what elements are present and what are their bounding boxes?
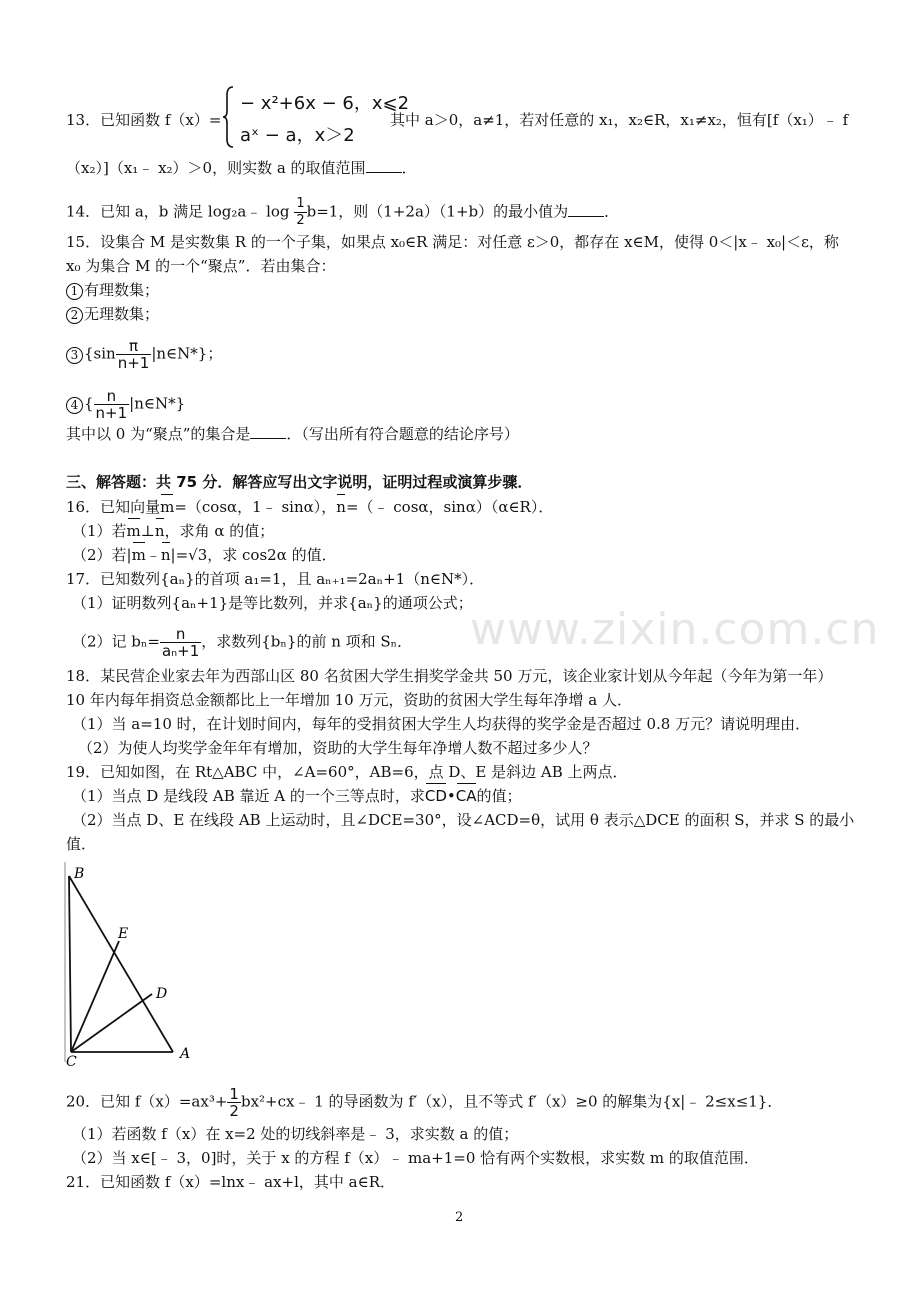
q17-line1: 17．已知数列{aₙ}的首项 a₁=1，且 aₙ₊₁=2aₙ+1（n∈N*）． [66, 570, 485, 588]
q13-line2-end: ． [401, 159, 417, 177]
vector-n: n [336, 498, 346, 516]
q13-line1 [66, 110, 221, 130]
q13-piecewise [222, 85, 410, 149]
q15-final-a: 其中以 0 为“聚点”的集合是 [66, 425, 251, 443]
vector-n: n [160, 546, 171, 564]
vector-m: m [160, 498, 175, 516]
q21-line1: 21．已知函数 f（x）=lnx﹣ ax+l，其中 a∈R． [66, 1173, 395, 1191]
frac-num: 1 [229, 1085, 239, 1103]
q16-p1-c: ，求角 α 的值； [164, 522, 275, 540]
q20-line1 [66, 1086, 782, 1119]
q19-p1-a: （1）当点 D 是线段 AB 靠近 A 的一个三等点时，求 [72, 787, 425, 805]
q13-piece1: − x²+6x − 6，x⩽2 [240, 93, 410, 114]
q19-part2: （2）当点 D、E 在线段 AB 上运动时，且∠DCE=30°，设∠ACD=θ，试用 θ 表示△DCE 的面积 S，并求 S 的最小 [72, 811, 855, 829]
q15-option3-fraction [116, 338, 152, 371]
q16-p2-a: （2）若| [72, 546, 132, 564]
side-ab [69, 876, 173, 1052]
q16-p1-a: （1）若 [72, 522, 127, 540]
circled-number: 3 [66, 347, 83, 364]
q15-option2 [66, 304, 159, 324]
q14-frac-den: 2 [296, 213, 305, 228]
q20-text-a: 20．已知 f（x）=ax³+ [66, 1092, 228, 1111]
label-c: C [66, 1054, 77, 1067]
frac-den: 2 [229, 1102, 239, 1120]
q20-part2: （2）当 x∈[﹣ 3，0]时，关于 x 的方程 f（x）﹣ ma+1=0 恰有两个实数根，求实数 m 的取值范围． [72, 1149, 759, 1167]
circled-number: 2 [66, 307, 83, 324]
q15-option3 [66, 338, 222, 371]
vector-n: n [154, 522, 165, 540]
q16-part1 [72, 521, 274, 541]
q15-option1 [66, 280, 159, 300]
frac-num: n [160, 626, 201, 643]
q15-option4-pre: { [84, 394, 94, 413]
q13-line2-text: （x₂）]（x₁﹣ x₂）＞0，则实数 a 的取值范围 [66, 159, 366, 177]
q16-p2-c: |=√3，求 cos2α 的值． [170, 546, 337, 564]
vector-cd: CD [424, 787, 447, 805]
watermark: www.zixin.com.cn [470, 604, 880, 655]
q19-part2-end: 值． [66, 835, 97, 853]
q15-option3-post: |n∈N*}； [151, 344, 223, 363]
circled-number: 1 [66, 283, 83, 300]
q13-line2 [66, 158, 417, 178]
q15-final-b: ．（写出所有符合题意的结论序号） [286, 425, 519, 443]
left-brace-icon [222, 85, 236, 149]
q16-text-b: =（cosα，1﹣ sinα）， [174, 498, 337, 516]
q16-p2-b: ﹣ [145, 546, 161, 564]
vector-ca: CA [455, 787, 477, 805]
frac-den: aₙ+1 [161, 642, 200, 660]
answer-blank [568, 202, 604, 217]
q14-end: ． [604, 202, 620, 221]
dot-operator: • [446, 787, 456, 805]
q20-part1: （1）若函数 f（x）在 x=2 处的切线斜率是﹣ 3，求实数 a 的值； [72, 1125, 519, 1143]
frac-den: n+1 [95, 404, 128, 422]
answer-blank [366, 158, 402, 173]
q18-part2: （2）为使人均奖学金年年有增加，资助的大学生每年净增人数不超过多少人？ [78, 739, 598, 757]
q17-part1: （1）证明数列{aₙ+1}是等比数列，并求{aₙ}的通项公式； [72, 594, 473, 612]
frac-num: n [94, 388, 130, 405]
q14-fraction [294, 196, 306, 229]
q20-fraction [227, 1086, 241, 1119]
q19-part1 [72, 786, 522, 806]
q13-pre: 13．已知函数 f（x）= [66, 111, 222, 129]
vector-m: m [126, 522, 141, 540]
q15-option3-pre: {sin [84, 344, 116, 363]
q13-piece2: aˣ − a，x＞2 [240, 125, 355, 146]
q16-line1 [66, 497, 553, 517]
q15-option4 [66, 388, 185, 421]
side-bc [69, 876, 71, 1052]
vector-m: m [131, 546, 146, 564]
frac-den: n+1 [117, 354, 150, 372]
q20-text-b: bx²+cx﹣ 1 的导函数为 f′（x），且不等式 f′（x）≥0 的解集为{x|﹣ 2≤x≤1}． [240, 1092, 783, 1111]
q16-text-c: =（﹣ cosα，sinα）（α∈R）． [345, 498, 554, 516]
q14-frac-num: 1 [296, 196, 305, 211]
q17-p2-a: （2）记 bₙ= [72, 632, 160, 651]
q18-line1: 18．某民营企业家去年为西部山区 80 名贫困大学生捐奖学金共 50 万元，该企业家计划从今年起（今年为第一年） [66, 667, 833, 685]
q14-post: b=1，则（1+2a）（1+b）的最小值为 [306, 202, 569, 221]
page-number: 2 [455, 1210, 464, 1225]
q17-part2 [72, 626, 412, 659]
q19-p1-b: 的值； [476, 787, 522, 805]
q19-line1: 19．已知如图，在 Rt△ABC 中，∠A=60°，AB=6，点 D、E 是斜边 AB 上两点． [66, 763, 628, 781]
q17-p2-b: ，求数列{bₙ}的前 n 项和 Sₙ． [201, 632, 413, 651]
q15-line2: x₀ 为集合 M 的一个“聚点”．若由集合： [66, 257, 336, 275]
q13-post: 其中 a＞0，a≠1，若对任意的 x₁，x₂∈R，x₁≠x₂，恒有[f（x₁）﹣ f [390, 111, 849, 129]
q18-part1: （1）当 a=10 时，在计划时间内，每年的受捐贫困大学生人均获得的奖学金是否超过 0.8 万元？请说明理由． [72, 715, 811, 733]
q15-option1-text: 有理数集； [84, 281, 160, 299]
section-heading: 三、解答题：共 75 分．解答应写出文字说明，证明过程或演算步骤． [66, 473, 533, 491]
label-e: E [118, 926, 129, 942]
q16-p1-b: ⊥ [140, 522, 155, 540]
q14-line [66, 196, 619, 229]
frac-num: π [116, 338, 152, 355]
q18-line2: 10 年内每年捐资总金额都比上一年增加 10 万元，资助的贫困大学生每年净增 a 人． [66, 691, 632, 709]
label-b: B [74, 866, 85, 882]
q15-option4-fraction [94, 388, 130, 421]
q17-fraction [160, 626, 201, 659]
label-a: A [180, 1046, 191, 1062]
q16-text-a: 16．已知向量 [66, 498, 161, 516]
answer-blank [250, 424, 286, 439]
q15-option2-text: 无理数集； [84, 305, 160, 323]
triangle-figure [62, 862, 212, 1067]
label-d: D [156, 986, 168, 1002]
q15-final [66, 424, 519, 444]
circled-number: 4 [66, 397, 83, 414]
q16-part2 [72, 545, 337, 565]
q14-pre: 14．已知 a，b 满足 log₂a﹣ log [66, 202, 290, 221]
q15-option4-post: |n∈N*} [129, 394, 186, 413]
q15-line1: 15．设集合 M 是实数集 R 的一个子集，如果点 x₀∈R 满足：对任意 ε＞0，都存在 x∈M，使得 0＜|x﹣ x₀|＜ε，称 [66, 233, 839, 251]
